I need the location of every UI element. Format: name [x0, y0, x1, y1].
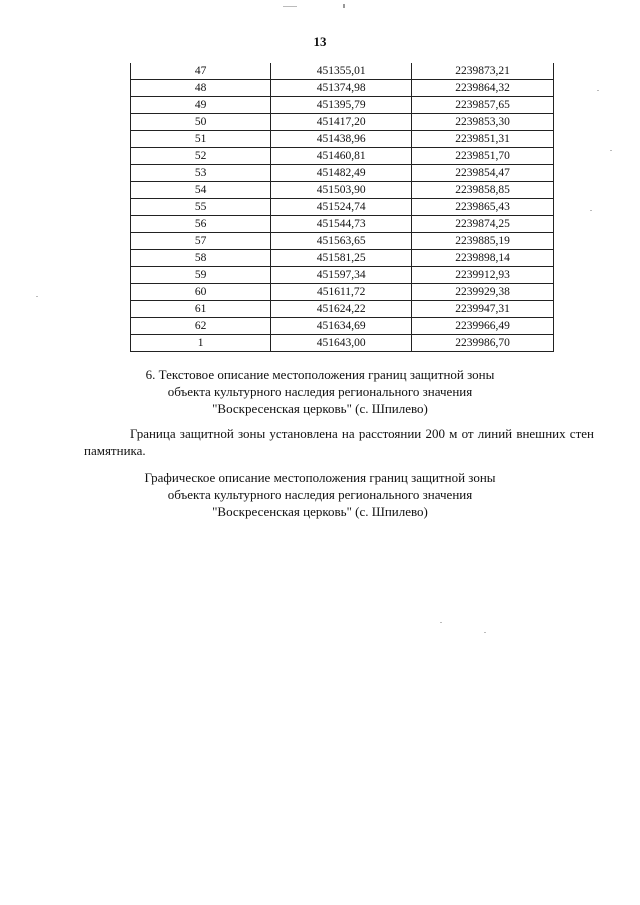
point-number-cell: 1 [131, 335, 271, 352]
point-number-cell: 49 [131, 97, 271, 114]
x-coordinate-cell: 451611,72 [271, 284, 412, 301]
y-coordinate-cell: 2239854,47 [412, 165, 554, 182]
table-row [131, 199, 554, 216]
x-coordinate-cell: 451524,74 [271, 199, 412, 216]
heading-line: Графическое описание местоположения границ защитной зоны [144, 470, 496, 485]
graphic-description-heading [0, 469, 640, 520]
y-coordinate-cell: 2239947,31 [412, 301, 554, 318]
section-6-heading [0, 366, 640, 417]
x-coordinate-cell: 451355,01 [271, 63, 412, 80]
table-row [131, 63, 554, 80]
point-number-cell: 50 [131, 114, 271, 131]
y-coordinate-cell: 2239929,38 [412, 284, 554, 301]
table-row [131, 216, 554, 233]
y-coordinate-cell: 2239864,32 [412, 80, 554, 97]
y-coordinate-cell: 2239858,85 [412, 182, 554, 199]
heading-line: "Воскресенская церковь" (с. Шпилево) [212, 504, 428, 519]
y-coordinate-cell: 2239885,19 [412, 233, 554, 250]
y-coordinate-cell: 2239874,25 [412, 216, 554, 233]
x-coordinate-cell: 451581,25 [271, 250, 412, 267]
point-number-cell: 62 [131, 318, 271, 335]
table-row [131, 284, 554, 301]
point-number-cell: 47 [131, 63, 271, 80]
table-row [131, 318, 554, 335]
y-coordinate-cell: 2239851,70 [412, 148, 554, 165]
table-row [131, 335, 554, 352]
heading-line: объекта культурного наследия регионального значения [167, 384, 473, 399]
paragraph-line: памятника. [84, 443, 146, 458]
table-row [131, 114, 554, 131]
x-coordinate-cell: 451374,98 [271, 80, 412, 97]
point-number-cell: 60 [131, 284, 271, 301]
table-row [131, 250, 554, 267]
table-row [131, 80, 554, 97]
x-coordinate-cell: 451624,22 [271, 301, 412, 318]
y-coordinate-cell: 2239857,65 [412, 97, 554, 114]
x-coordinate-cell: 451395,79 [271, 97, 412, 114]
y-coordinate-cell: 2239873,21 [412, 63, 554, 80]
y-coordinate-cell: 2239851,31 [412, 131, 554, 148]
point-number-cell: 57 [131, 233, 271, 250]
point-number-cell: 58 [131, 250, 271, 267]
table-row [131, 182, 554, 199]
heading-line: 6. Текстовое описание местоположения границ защитной зоны [145, 367, 495, 382]
x-coordinate-cell: 451544,73 [271, 216, 412, 233]
page-number: 13 [313, 34, 327, 49]
table-row [131, 148, 554, 165]
x-coordinate-cell: 451417,20 [271, 114, 412, 131]
y-coordinate-cell: 2239912,93 [412, 267, 554, 284]
point-number-cell: 61 [131, 301, 271, 318]
heading-line: объекта культурного наследия регионального значения [167, 487, 473, 502]
y-coordinate-cell: 2239898,14 [412, 250, 554, 267]
x-coordinate-cell: 451482,49 [271, 165, 412, 182]
y-coordinate-cell: 2239853,30 [412, 114, 554, 131]
x-coordinate-cell: 451438,96 [271, 131, 412, 148]
point-number-cell: 54 [131, 182, 271, 199]
y-coordinate-cell: 2239966,49 [412, 318, 554, 335]
coordinates-table [130, 63, 554, 352]
table-row [131, 267, 554, 284]
x-coordinate-cell: 451597,34 [271, 267, 412, 284]
table-row [131, 233, 554, 250]
table-row [131, 301, 554, 318]
point-number-cell: 51 [131, 131, 271, 148]
table-row [131, 131, 554, 148]
table-row [131, 97, 554, 114]
y-coordinate-cell: 2239986,70 [412, 335, 554, 352]
x-coordinate-cell: 451503,90 [271, 182, 412, 199]
point-number-cell: 59 [131, 267, 271, 284]
point-number-cell: 53 [131, 165, 271, 182]
point-number-cell: 48 [131, 80, 271, 97]
x-coordinate-cell: 451643,00 [271, 335, 412, 352]
y-coordinate-cell: 2239865,43 [412, 199, 554, 216]
point-number-cell: 55 [131, 199, 271, 216]
point-number-cell: 56 [131, 216, 271, 233]
x-coordinate-cell: 451563,65 [271, 233, 412, 250]
x-coordinate-cell: 451460,81 [271, 148, 412, 165]
boundary-paragraph [84, 425, 594, 459]
x-coordinate-cell: 451634,69 [271, 318, 412, 335]
paragraph-line: Граница защитной зоны установлена на расстоянии 200 м от линий внешних стен [130, 426, 594, 441]
point-number-cell: 52 [131, 148, 271, 165]
table-row [131, 165, 554, 182]
heading-line: "Воскресенская церковь" (с. Шпилево) [212, 401, 428, 416]
